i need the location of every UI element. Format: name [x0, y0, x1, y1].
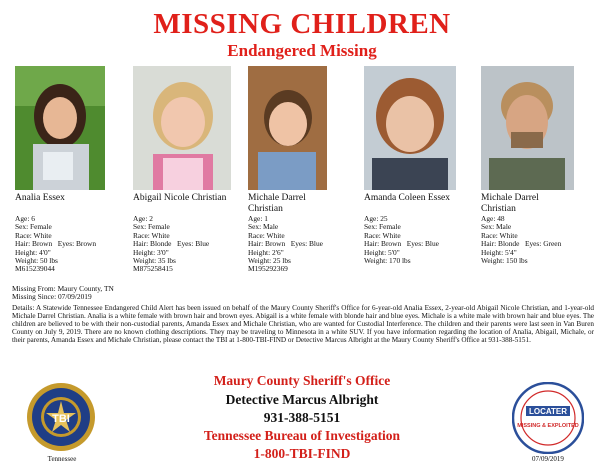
person-sex: Sex: Male: [248, 222, 279, 232]
person-weight: Weight: 25 lbs: [248, 256, 291, 266]
left-caption: Tennessee: [47, 455, 77, 463]
person-height: Height: 3'0": [133, 247, 169, 257]
missing-info: [12, 285, 114, 302]
person-age: Age: 1: [248, 214, 268, 223]
page-title: MISSING CHILDREN: [153, 8, 451, 40]
person-sex: Sex: Female: [364, 222, 401, 232]
person-hair: Hair: Brown: [248, 239, 286, 249]
person-race: Race: White: [481, 230, 518, 240]
person-details: [364, 215, 439, 265]
tbi-logo-text: TBI: [52, 413, 70, 425]
detective-name: Detective Marcus Albright: [225, 392, 379, 407]
person-weight: Weight: 35 lbs: [133, 256, 176, 266]
bureau-phone: 1-800-TBI-FIND: [253, 446, 351, 461]
person-eyes: Eyes: Blue: [406, 239, 439, 249]
person-race: Race: White: [133, 230, 170, 240]
photo-michale-christian-child: [248, 66, 327, 190]
person-weight: Weight: 170 lbs: [364, 256, 411, 266]
photo-michale-christian-adult: [481, 66, 574, 190]
person-id: M195292369: [248, 264, 288, 274]
person-hair: Hair: Brown: [364, 239, 402, 249]
page-subtitle: Endangered Missing: [227, 41, 377, 60]
person-race: Race: White: [248, 230, 285, 240]
person-name: Amanda Coleen Essex: [364, 193, 451, 203]
person-name: Michale Darrel Christian: [481, 193, 539, 214]
person-eyes: Eyes: Blue: [176, 239, 210, 249]
person-name: Michale Darrel Christian: [248, 193, 306, 214]
person-weight: Weight: 50 lbs: [15, 256, 58, 266]
photo-analia-essex: [15, 66, 105, 190]
locater-sub-text: MISSING & EXPLOITED: [517, 423, 579, 429]
person-details: [248, 215, 323, 274]
person-hair: Hair: Brown: [15, 239, 53, 249]
person-eyes: Eyes: Blue: [290, 239, 323, 249]
person-sex: Sex: Female: [15, 222, 52, 232]
bureau-name: Tennessee Bureau of Investigation: [203, 428, 401, 443]
locater-text: LOCATER: [528, 407, 568, 416]
person-age: Age: 2: [133, 214, 153, 223]
right-caption-date: 07/09/2019: [532, 455, 564, 463]
person-id: M875258415: [133, 264, 173, 274]
locater-logo-icon: [512, 382, 584, 454]
person-details: [15, 215, 96, 274]
details-paragraph: Details: A Statewide Tennessee Endangered Child Alert has been issued on behalf of the Maury County Sheriff's Office for 6-year-old Analia Essex, 2-year-old Abigail Nicole Christian, and 1-year-old Michale Darrel Christian. Analia is a white female with brown hair and brown eyes. Abigail is a white female with blonde hair and blue eyes. Michale is a white male with brown hair and blue eyes. The children are believed to be with their non-custodial parents, Amanda Essex and Michale Christian, who are wanted for Custodial Interference. The children and their parents were last seen in Van Buren County on July 9, 2019. There are no known clothing descriptions. They may be traveling to Minnesota in a white SUV. If you have information regarding the location of Analia, Abigail, Michale, or their parents, Amanda Essex and Michale Christian, please contact the TBI at 1-800-TBI-FIND or Detective Marcus Albright at the Maury County Sheriff's Office at 931-388-5151.: [12, 304, 594, 345]
person-age: Age: 6: [15, 214, 35, 223]
person-hair: Hair: Blonde: [481, 239, 520, 249]
person-eyes: Eyes: Green: [524, 239, 562, 249]
photo-amanda-essex: [364, 66, 456, 190]
person-race: Race: White: [364, 230, 401, 240]
person-hair: Hair: Blonde: [133, 239, 172, 249]
person-age: Age: 48: [481, 214, 505, 223]
person-details: [133, 215, 209, 274]
agency-name: Maury County Sheriff's Office: [213, 373, 391, 388]
agency-phone: 931-388-5151: [263, 410, 341, 425]
person-race: Race: White: [15, 230, 52, 240]
tbi-seal-icon: [26, 382, 96, 452]
person-weight: Weight: 150 lbs: [481, 256, 528, 266]
person-eyes: Eyes: Brown: [57, 239, 97, 249]
person-height: Height: 4'0": [15, 247, 51, 257]
person-height: Height: 5'4": [481, 247, 517, 257]
person-id: M615239044: [15, 264, 55, 274]
person-height: Height: 5'0": [364, 247, 400, 257]
missing-since: Missing Since: 07/09/2019: [12, 292, 92, 302]
missing-from: Missing From: Maury County, TN: [12, 284, 114, 293]
person-sex: Sex: Male: [481, 222, 512, 232]
photo-abigail-christian: [133, 66, 231, 190]
person-name: Abigail Nicole Christian: [133, 193, 227, 203]
person-name: Analia Essex: [15, 193, 65, 203]
person-age: Age: 25: [364, 214, 388, 223]
person-sex: Sex: Female: [133, 222, 170, 232]
person-height: Height: 2'6": [248, 247, 284, 257]
person-details: [481, 215, 561, 265]
